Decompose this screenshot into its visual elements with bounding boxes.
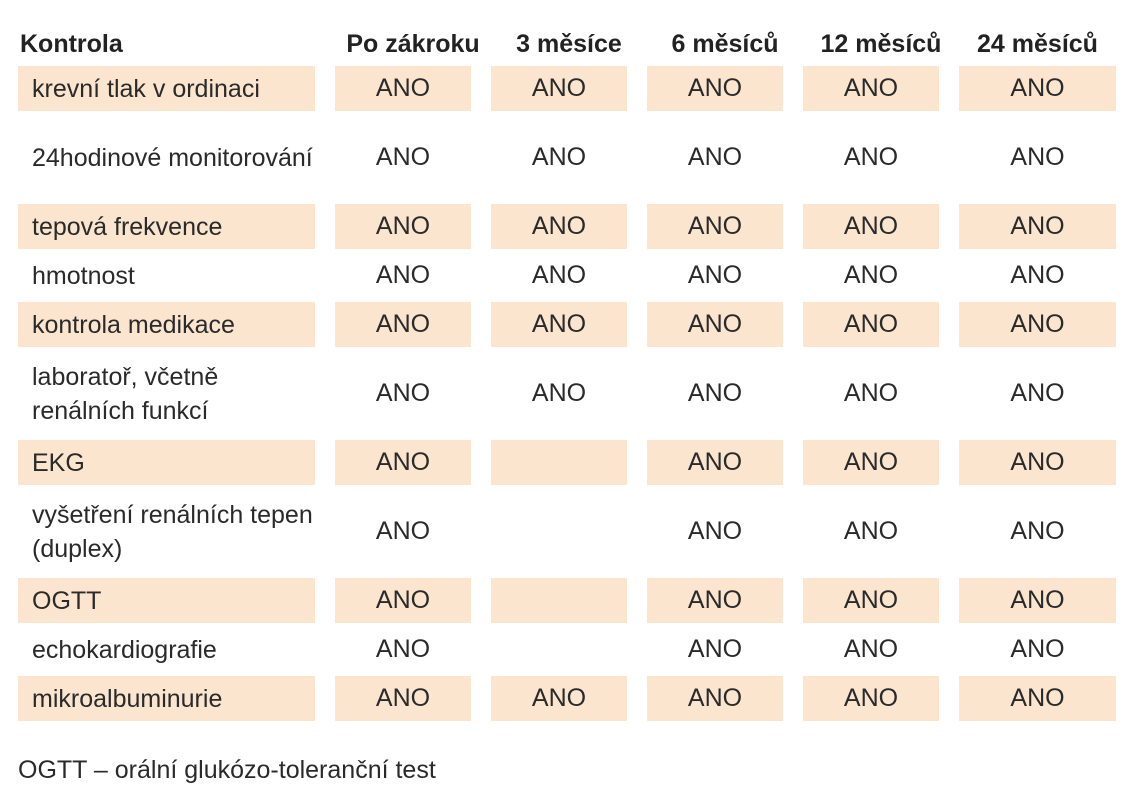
cell-value: ANO bbox=[647, 66, 803, 115]
cell-value: ANO bbox=[335, 204, 491, 253]
cell-value: ANO bbox=[491, 302, 647, 351]
row-label: 24hodinové monitorování bbox=[18, 115, 335, 204]
cell-value: ANO bbox=[491, 351, 647, 440]
cell-value: ANO bbox=[491, 66, 647, 115]
cell-value: ANO bbox=[647, 253, 803, 302]
cell-value bbox=[491, 578, 647, 627]
cell-value: ANO bbox=[959, 66, 1116, 115]
header-3-mesice: 3 měsíce bbox=[516, 29, 622, 58]
cell-value: ANO bbox=[803, 351, 959, 440]
cell-value: ANO bbox=[335, 627, 491, 676]
table-row bbox=[18, 351, 1116, 440]
cell-value: ANO bbox=[959, 253, 1116, 302]
table-row bbox=[18, 115, 1116, 204]
row-label: mikroalbuminurie bbox=[18, 676, 335, 725]
row-label: vyšetření renálních tepen (duplex) bbox=[18, 489, 335, 578]
cell-value: ANO bbox=[335, 253, 491, 302]
cell-value: ANO bbox=[803, 627, 959, 676]
cell-value: ANO bbox=[959, 489, 1116, 578]
header-12-mesicu: 12 měsíců bbox=[820, 29, 942, 58]
cell-value: ANO bbox=[803, 676, 959, 725]
table-row bbox=[18, 676, 1116, 725]
cell-value: ANO bbox=[959, 676, 1116, 725]
table-row bbox=[18, 302, 1116, 351]
cell-value: ANO bbox=[803, 302, 959, 351]
table-row bbox=[18, 204, 1116, 253]
table-row bbox=[18, 66, 1116, 115]
cell-value: ANO bbox=[803, 440, 959, 489]
table-header-row bbox=[18, 22, 1116, 66]
table-row bbox=[18, 578, 1116, 627]
cell-value: ANO bbox=[335, 302, 491, 351]
cell-value: ANO bbox=[647, 676, 803, 725]
cell-value: ANO bbox=[335, 489, 491, 578]
cell-value: ANO bbox=[647, 440, 803, 489]
cell-value: ANO bbox=[959, 578, 1116, 627]
cell-value: ANO bbox=[335, 351, 491, 440]
cell-value bbox=[491, 440, 647, 489]
table-row bbox=[18, 253, 1116, 302]
cell-value: ANO bbox=[803, 578, 959, 627]
row-label: laboratoř, včetně renálních funkcí bbox=[18, 351, 335, 440]
cell-value: ANO bbox=[491, 253, 647, 302]
row-label: tepová frekvence bbox=[18, 204, 335, 253]
cell-value: ANO bbox=[803, 489, 959, 578]
cell-value bbox=[491, 627, 647, 676]
cell-value: ANO bbox=[647, 351, 803, 440]
row-label: krevní tlak v ordinaci bbox=[18, 66, 335, 115]
row-label: kontrola medikace bbox=[18, 302, 335, 351]
cell-value: ANO bbox=[959, 204, 1116, 253]
header-po-zakroku: Po zákroku bbox=[346, 29, 480, 58]
header-6-mesicu: 6 měsíců bbox=[671, 29, 779, 58]
cell-value: ANO bbox=[803, 253, 959, 302]
cell-value: ANO bbox=[335, 676, 491, 725]
cell-value: ANO bbox=[647, 627, 803, 676]
table-row bbox=[18, 627, 1116, 676]
row-label: echokardiografie bbox=[18, 627, 335, 676]
cell-value bbox=[491, 489, 647, 578]
table-row bbox=[18, 440, 1116, 489]
cell-value: ANO bbox=[959, 351, 1116, 440]
cell-value: ANO bbox=[647, 115, 803, 204]
cell-value: ANO bbox=[959, 627, 1116, 676]
row-label: hmotnost bbox=[18, 253, 335, 302]
cell-value: ANO bbox=[491, 676, 647, 725]
cell-value: ANO bbox=[803, 115, 959, 204]
monitoring-schedule-table bbox=[18, 22, 1116, 725]
table-row bbox=[18, 489, 1116, 578]
row-label: OGTT bbox=[18, 578, 335, 627]
cell-value: ANO bbox=[335, 66, 491, 115]
header-kontrola: Kontrola bbox=[20, 29, 123, 58]
header-24-mesicu: 24 měsíců bbox=[977, 29, 1098, 58]
cell-value: ANO bbox=[491, 115, 647, 204]
cell-value: ANO bbox=[647, 578, 803, 627]
footnote-ogtt: OGTT – orální glukózo-toleranční test bbox=[18, 756, 436, 784]
cell-value: ANO bbox=[959, 440, 1116, 489]
cell-value: ANO bbox=[959, 115, 1116, 204]
cell-value: ANO bbox=[335, 578, 491, 627]
cell-value: ANO bbox=[647, 204, 803, 253]
cell-value: ANO bbox=[647, 489, 803, 578]
monitoring-table-container bbox=[18, 22, 1116, 725]
cell-value: ANO bbox=[803, 66, 959, 115]
row-label: EKG bbox=[18, 440, 335, 489]
cell-value: ANO bbox=[491, 204, 647, 253]
cell-value: ANO bbox=[335, 115, 491, 204]
cell-value: ANO bbox=[803, 204, 959, 253]
cell-value: ANO bbox=[959, 302, 1116, 351]
cell-value: ANO bbox=[647, 302, 803, 351]
cell-value: ANO bbox=[335, 440, 491, 489]
